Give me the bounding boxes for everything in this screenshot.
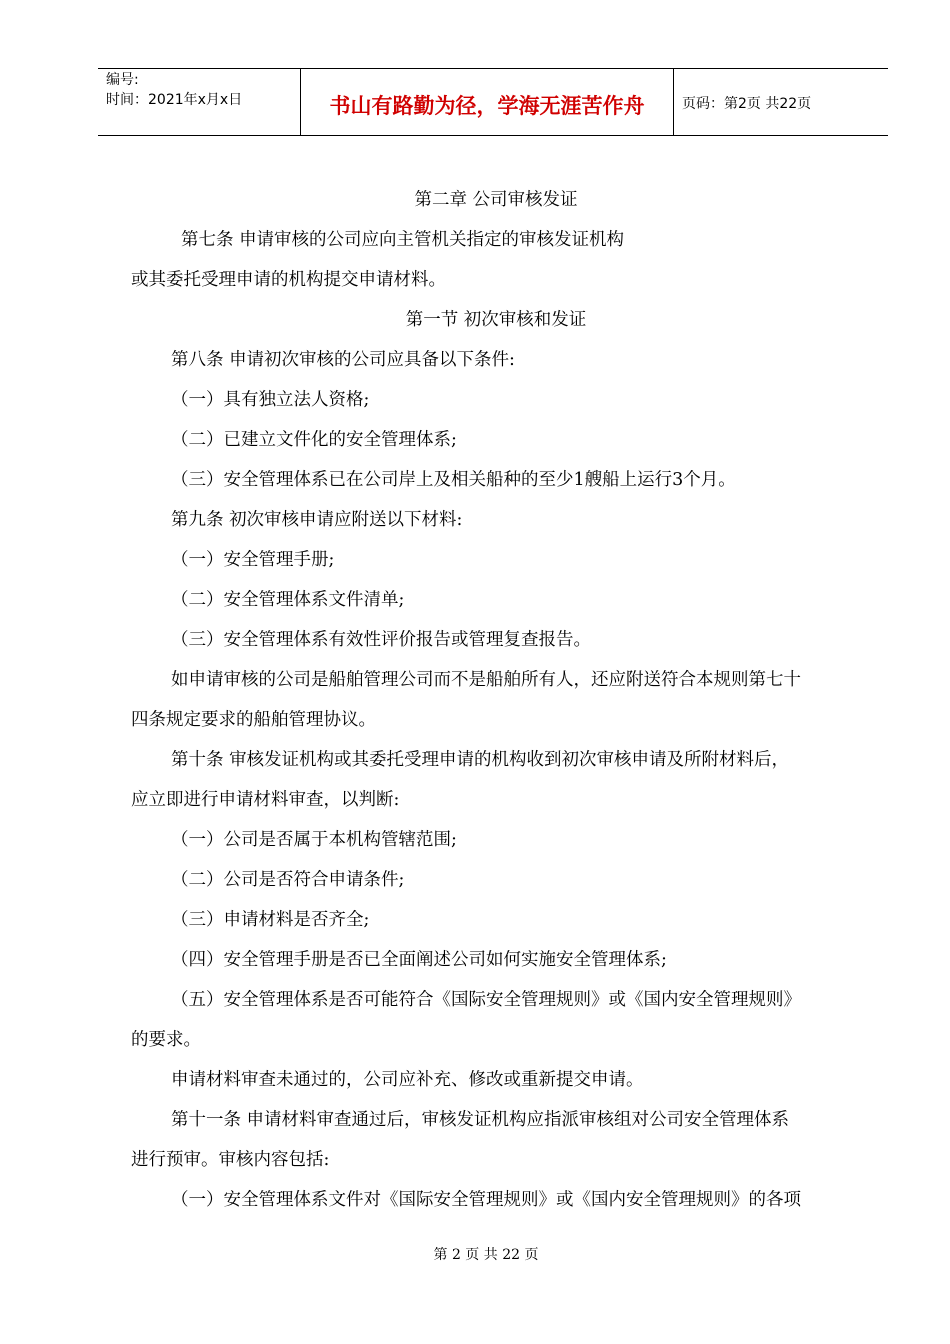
header-motto: 书山有路勤为径，学海无涯苦作舟 [329, 94, 645, 118]
article-8: 第八条 申请初次审核的公司应具备以下条件: [171, 350, 515, 370]
article-11-line-2: 进行预审。审核内容包括: [131, 1150, 330, 1170]
management-note-line-2: 四条规定要求的船舶管理协议。 [131, 710, 376, 730]
article-9-item-1: （一）安全管理手册; [171, 550, 335, 570]
article-9-item-2: （二）安全管理体系文件清单; [171, 590, 405, 610]
header-page-code: 页码：第2页 共22页 [682, 96, 812, 112]
article-10-line-1: 第十条 审核发证机构或其委托受理申请的机构收到初次审核申请及所附材料后， [171, 750, 790, 770]
article-11-line-1: 第十一条 申请材料审查通过后，审核发证机构应指派审核组对公司安全管理体系 [171, 1110, 790, 1130]
article-8-item-3: （三）安全管理体系已在公司岸上及相关船种的至少1艘船上运行3个月。 [171, 470, 736, 490]
document-body [131, 180, 861, 1220]
page-footer: 第 2 页 共 22 页 [433, 1247, 539, 1263]
article-10-item-4: （四）安全管理手册是否已全面阐述公司如何实施安全管理体系; [171, 950, 667, 970]
section-title: 第一节 初次审核和发证 [405, 310, 587, 330]
review-failure-note: 申请材料审查未通过的，公司应补充、修改或重新提交申请。 [171, 1070, 644, 1090]
header-meta-cell [98, 69, 300, 135]
article-9: 第九条 初次审核申请应附送以下材料: [171, 510, 463, 530]
article-10-item-3: （三）申请材料是否齐全; [171, 910, 370, 930]
document-header [98, 68, 888, 136]
management-note-line-1: 如申请审核的公司是船舶管理公司而不是船舶所有人，还应附送符合本规则第七十 [171, 670, 801, 690]
article-8-item-1: （一）具有独立法人资格; [171, 390, 370, 410]
article-7-line-1: 第七条 申请审核的公司应向主管机关指定的审核发证机构 [181, 230, 625, 250]
header-motto-cell [300, 69, 674, 135]
article-11-item-1: （一）安全管理体系文件对《国际安全管理规则》或《国内安全管理规则》的各项 [171, 1190, 801, 1210]
article-10-item-5-line-1: （五）安全管理体系是否可能符合《国际安全管理规则》或《国内安全管理规则》 [171, 990, 801, 1010]
chapter-title: 第二章 公司审核发证 [414, 190, 578, 210]
article-10-item-2: （二）公司是否符合申请条件; [171, 870, 405, 890]
article-10-line-2: 应立即进行申请材料审查，以判断: [131, 790, 400, 810]
document-number-label: 编号: [106, 72, 139, 88]
article-10-item-1: （一）公司是否属于本机构管辖范围; [171, 830, 457, 850]
document-time-label: 时间：2021年x月x日 [106, 92, 243, 108]
article-7-line-2: 或其委托受理申请的机构提交申请材料。 [131, 270, 446, 290]
article-9-item-3: （三）安全管理体系有效性评价报告或管理复查报告。 [171, 630, 591, 650]
header-page-cell [674, 69, 888, 135]
article-10-item-5-line-2: 的要求。 [131, 1030, 201, 1050]
article-8-item-2: （二）已建立文件化的安全管理体系; [171, 430, 457, 450]
